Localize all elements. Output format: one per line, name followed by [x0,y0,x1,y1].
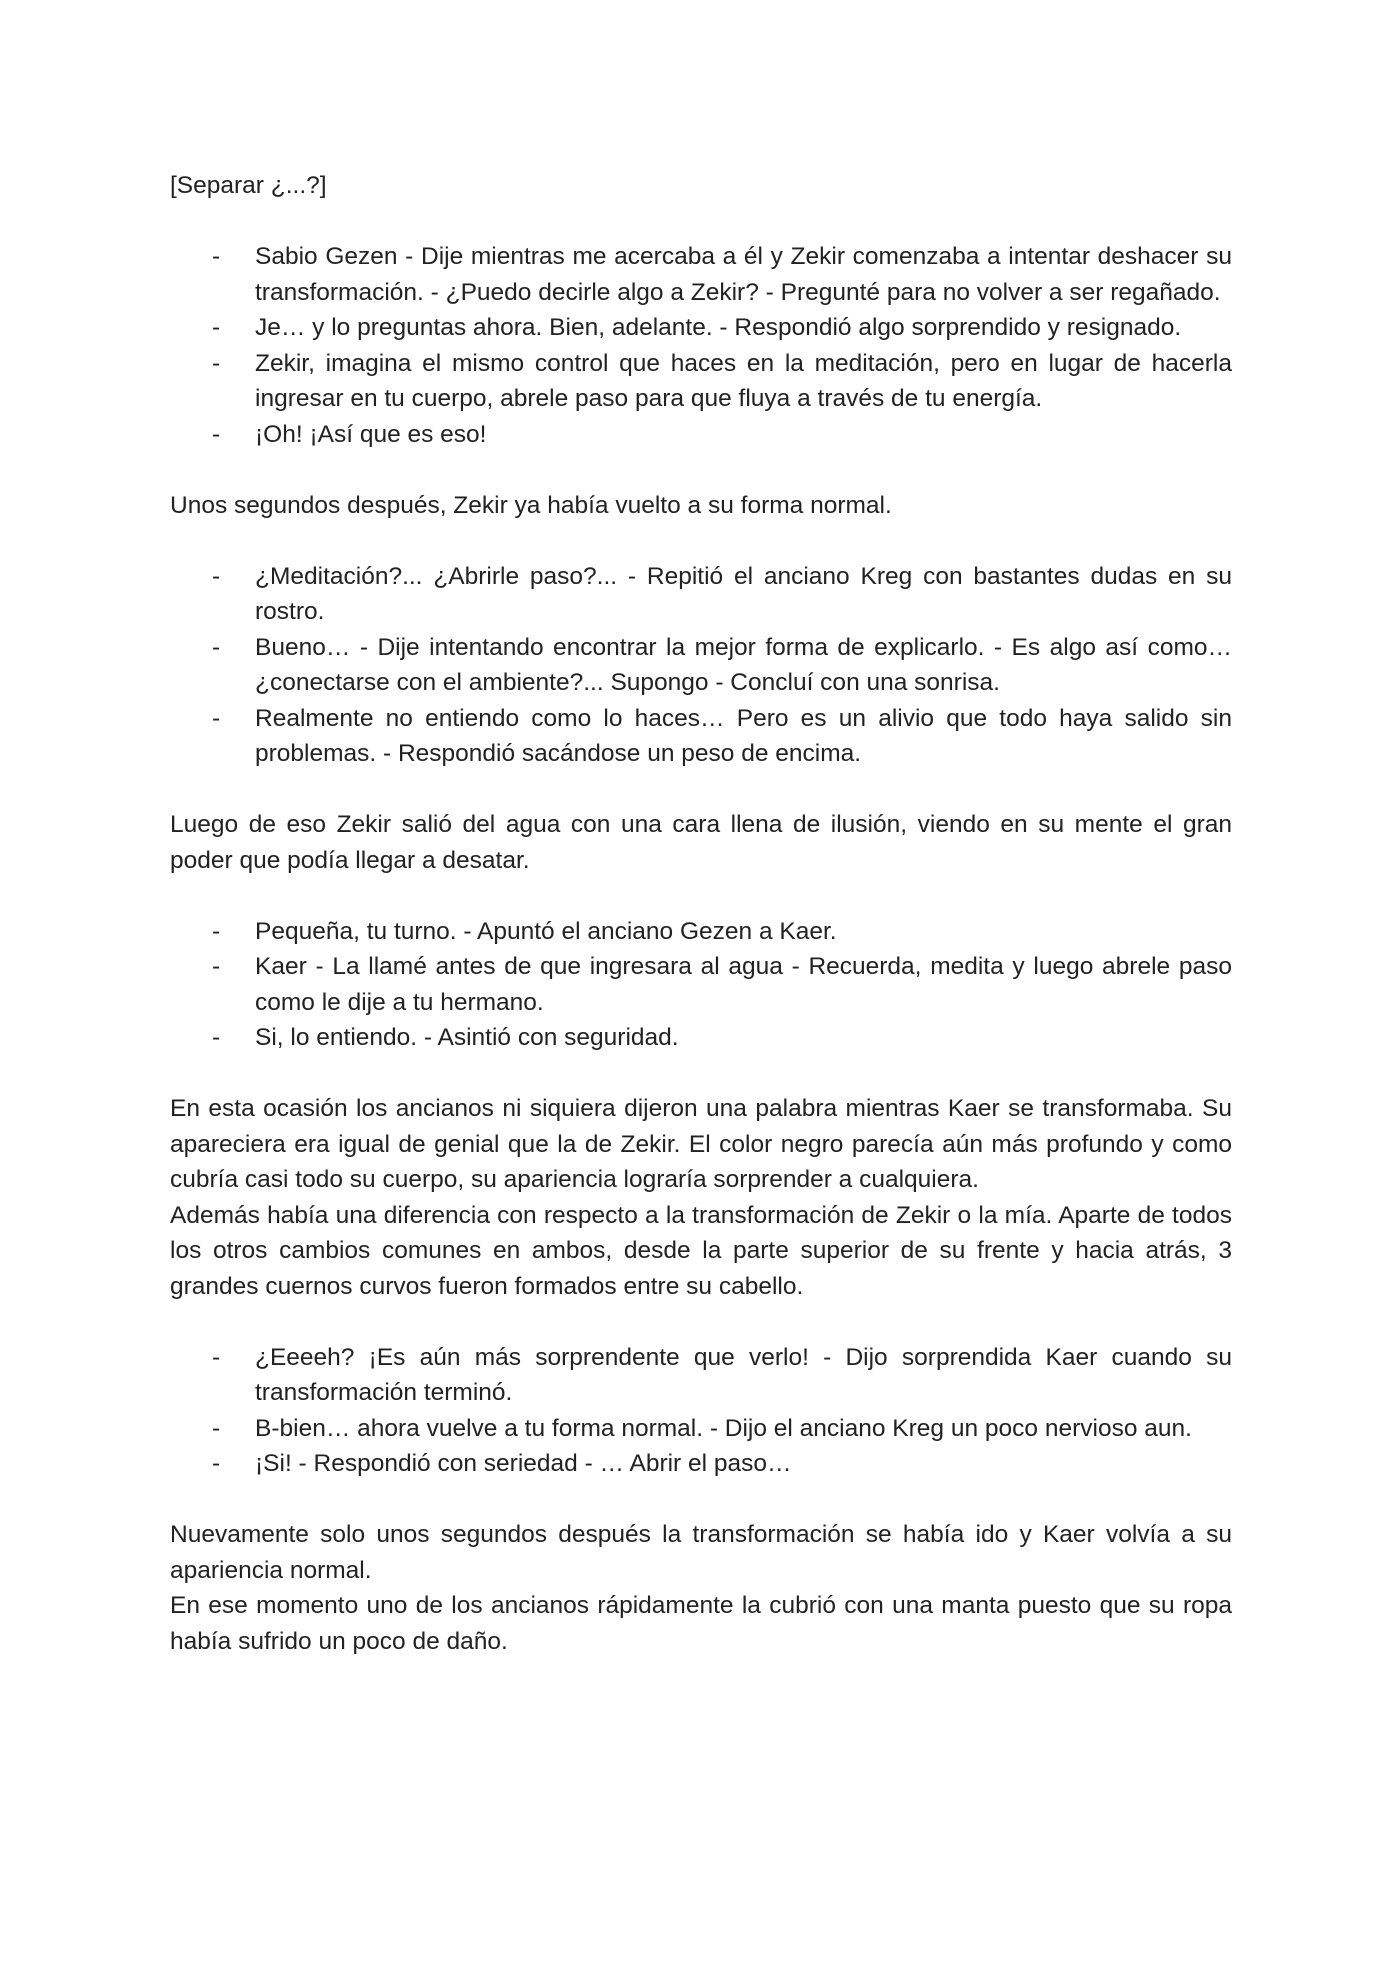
dash-bullet-icon: - [212,1414,221,1442]
dash-bullet-icon: - [212,633,221,661]
dialogue-list [170,239,1232,452]
dialogue-line [170,1446,1232,1482]
dash-bullet-icon: - [212,420,221,448]
content-blocks [170,204,1232,1660]
dialogue-line [170,630,1232,701]
dash-bullet-icon: - [212,704,221,732]
dialogue-text: ¡Si! - Respondió con seriedad - … Abrir el paso… [255,1450,792,1477]
dialogue-line [170,914,1232,950]
block-spacer [170,1056,1232,1092]
dialogue-text: ¿Meditación?... ¿Abrirle paso?... - Repitió el anciano Kreg con bastantes dudas en su rostro. [255,562,1232,625]
dialogue-line [170,949,1232,1020]
dialogue-line [170,417,1232,453]
dash-bullet-icon: - [212,917,221,945]
dialogue-text: Realmente no entiendo como lo haces… Pero es un alivio que todo haya salido sin problemas. - Respondió sacándose un peso de encima. [255,704,1232,767]
dialogue-text: B-bien… ahora vuelve a tu forma normal. - Dijo el anciano Kreg un poco nervioso aun. [255,1414,1192,1442]
dialogue-line [170,559,1232,630]
dash-bullet-icon: - [212,953,221,980]
block-spacer [170,772,1232,808]
dash-bullet-icon: - [212,1450,221,1477]
dialogue-text: Bueno… - Dije intentando encontrar la mejor forma de explicarlo. - Es algo así como… ¿conectarse con el ambiente?... Supongo - Concluí con una sonrisa. [255,633,1232,696]
dialogue-line [170,310,1232,346]
dash-bullet-icon: - [212,562,221,590]
dialogue-text: Zekir, imagina el mismo control que haces en la meditación, pero en lugar de hacerla ingresar en tu cuerpo, abrele paso para que fluya a través de tu energía. [255,349,1232,412]
dialogue-list [170,1340,1232,1482]
dialogue-line [170,239,1232,310]
dialogue-text: Pequeña, tu turno. - Apuntó el anciano Gezen a Kaer. [255,917,837,945]
narrative-paragraph: Unos segundos después, Zekir ya había vuelto a su forma normal. [170,491,892,519]
dialogue-text: Kaer - La llamé antes de que ingresara al agua - Recuerda, medita y luego abrele paso como le dije a tu hermano. [255,953,1232,1016]
dash-bullet-icon: - [212,349,221,377]
narrative-paragraph: Nuevamente solo unos segundos después la transformación se había ido y Kaer volvía a su apariencia normal. [170,1521,1232,1584]
block-spacer [170,1304,1232,1340]
block-spacer [170,204,1232,240]
dash-bullet-icon: - [212,314,221,341]
dialogue-line [170,1020,1232,1056]
dialogue-text: Sabio Gezen - Dije mientras me acercaba a él y Zekir comenzaba a intentar deshacer su transformación. - ¿Puedo decirle algo a Zekir? - Pregunté para no volver a ser regañado. [255,243,1232,306]
narrative-paragraph: En ese momento uno de los ancianos rápidamente la cubrió con una manta puesto que su ropa había sufrido un poco de daño. [170,1592,1232,1655]
dialogue-text: ¡Oh! ¡Así que es eso! [255,420,487,448]
block-spacer [170,452,1232,488]
dialogue-line [170,346,1232,417]
dialogue-list [170,559,1232,772]
dialogue-line [170,1411,1232,1447]
block-spacer [170,878,1232,914]
dialogue-line [170,1340,1232,1411]
dialogue-text: Je… y lo preguntas ahora. Bien, adelante. - Respondió algo sorprendido y resignado. [255,314,1182,341]
dash-bullet-icon: - [212,243,221,270]
narrative-paragraph: Además había una diferencia con respecto a la transformación de Zekir o la mía. Aparte de todos los otros cambios comunes en ambos, desde la parte superior de su frente y hacia atrás, 3 grandes cuernos curvos fueron formados entre su cabello. [170,1201,1232,1300]
block-spacer [170,523,1232,559]
block-spacer [170,1482,1232,1518]
dialogue-text: Si, lo entiendo. - Asintió con seguridad. [255,1024,679,1051]
narrative-paragraph: En esta ocasión los ancianos ni siquiera dijeron una palabra mientras Kaer se transformaba. Su apareciera era igual de genial que la de Zekir. El color negro parecía aún más profundo y como cubría casi todo su cuerpo, su apariencia lograría sorprender a cualquiera. [170,1095,1232,1193]
dash-bullet-icon: - [212,1343,221,1371]
document-body [170,168,1232,1659]
dialogue-text: ¿Eeeeh? ¡Es aún más sorprendente que verlo! - Dijo sorprendida Kaer cuando su transformación terminó. [255,1343,1232,1406]
dialogue-line [170,701,1232,772]
section-header: [Separar ¿...?] [170,172,327,199]
narrative-paragraph: Luego de eso Zekir salió del agua con una cara llena de ilusión, viendo en su mente el gran poder que podía llegar a desatar. [170,811,1232,874]
dash-bullet-icon: - [212,1024,221,1051]
dialogue-list [170,914,1232,1056]
